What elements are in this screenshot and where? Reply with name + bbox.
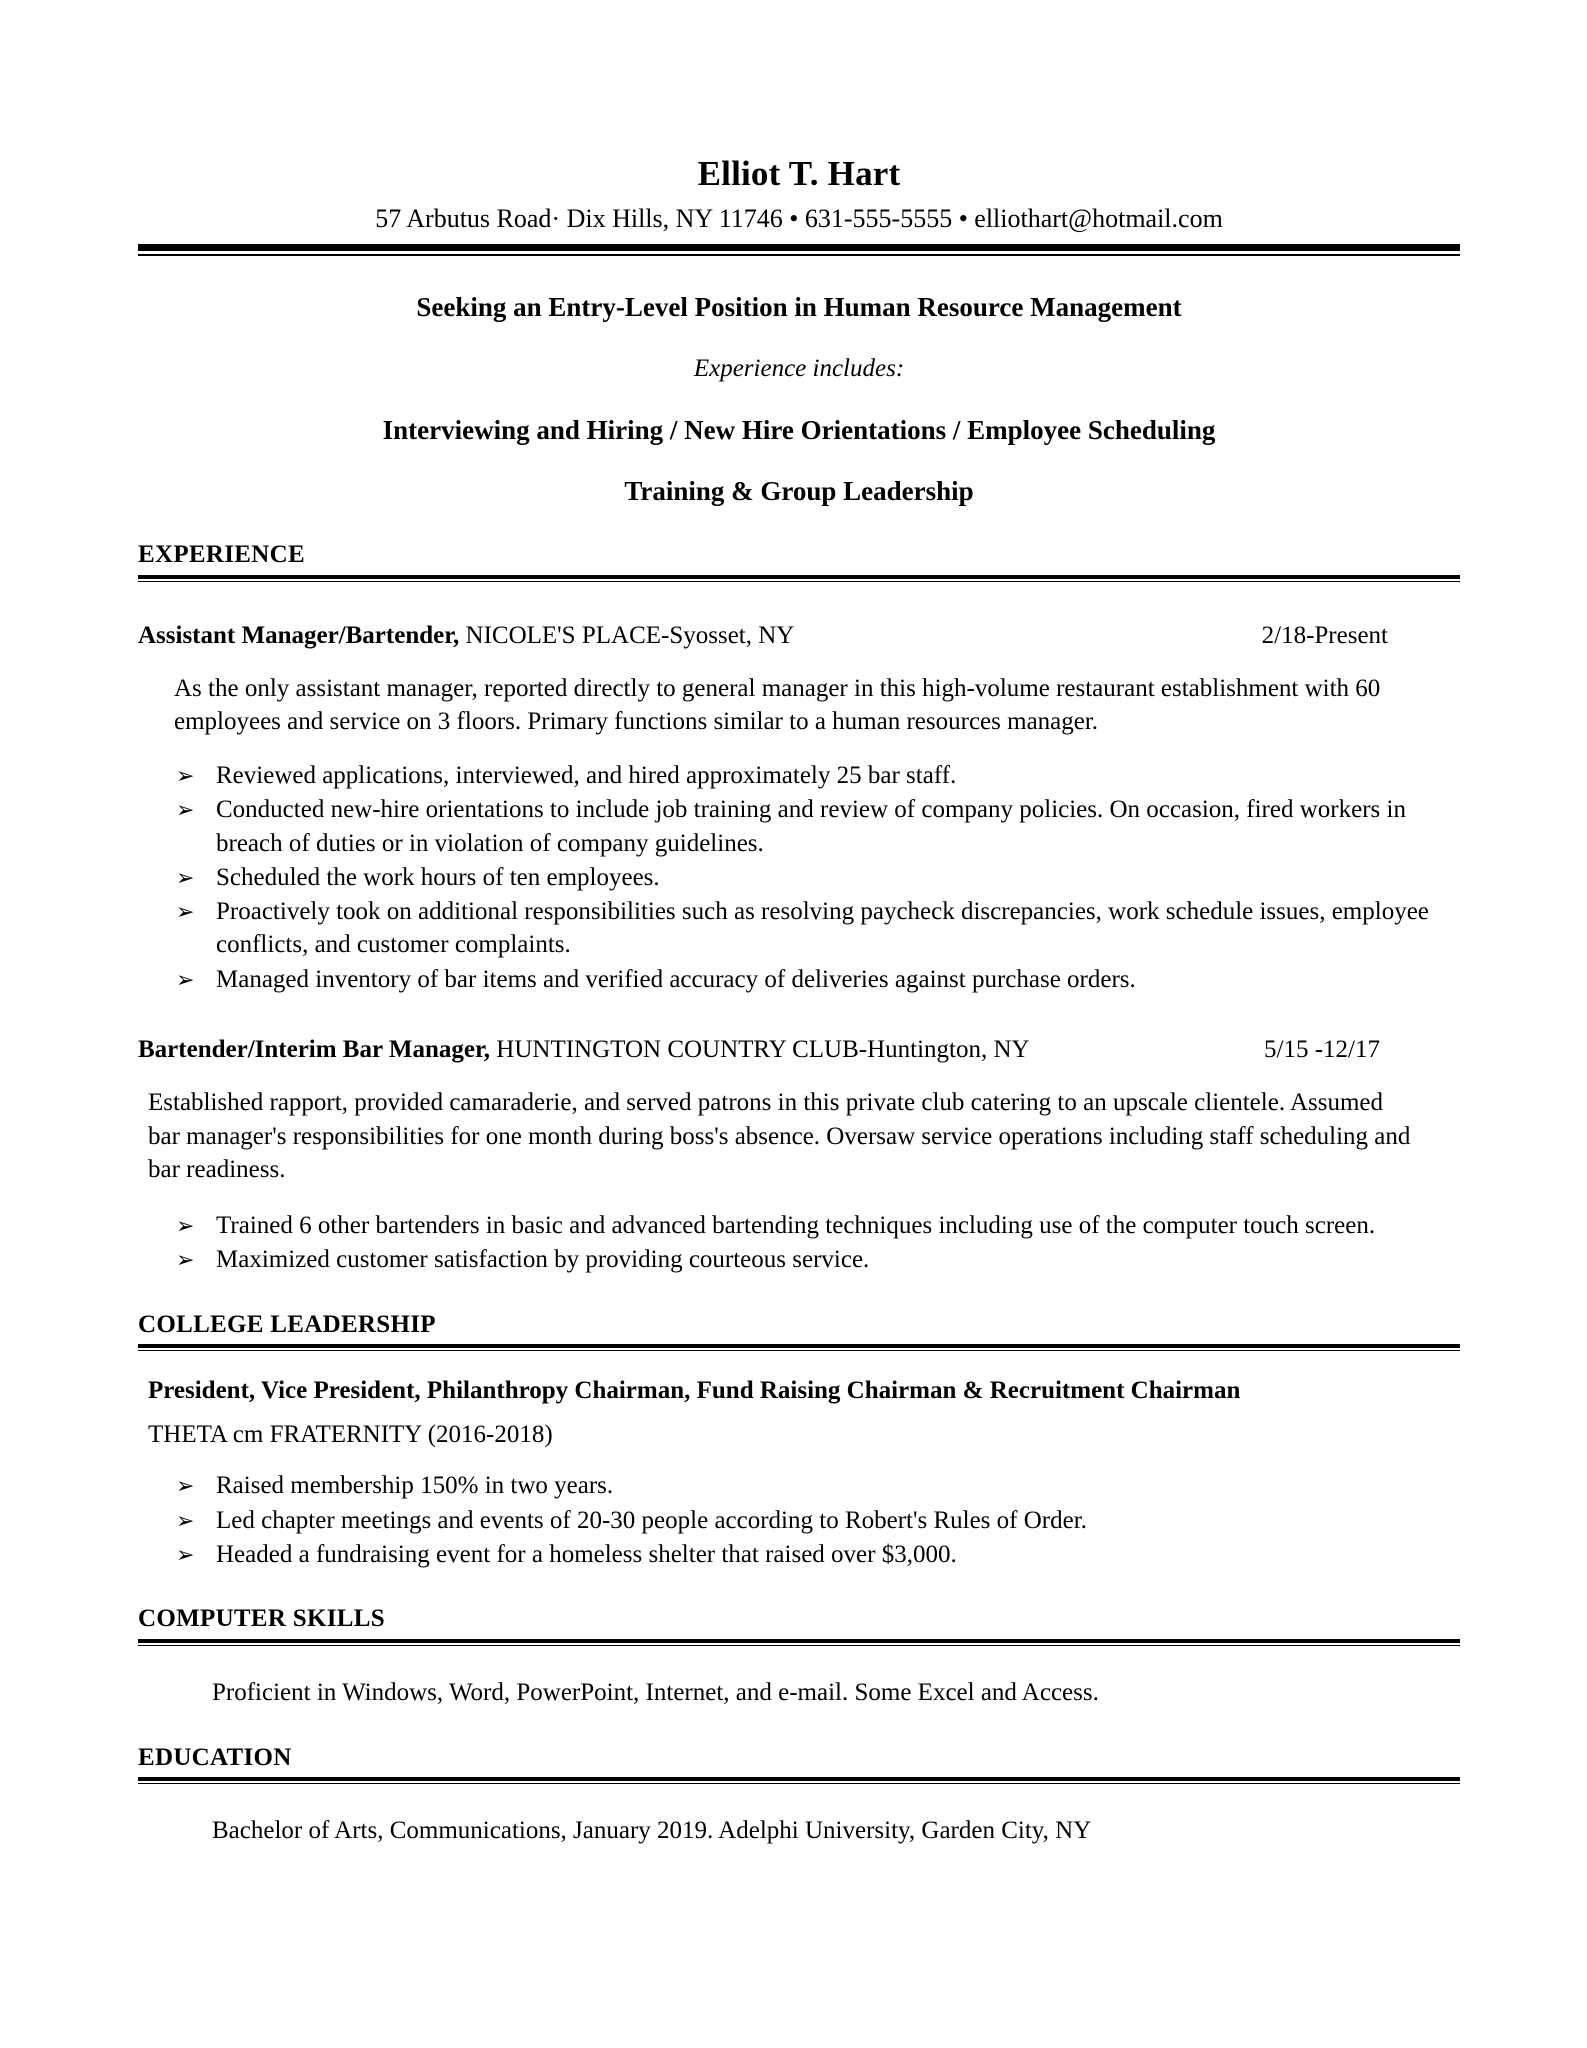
header-divider	[138, 244, 1460, 256]
list-item-text: Trained 6 other bartenders in basic and advanced bartending techniques including use of the computer touch screen.	[216, 1212, 1376, 1240]
list-item	[138, 793, 1460, 860]
list-item-text: Proactively took on additional responsibilities such as resolving paycheck discrepancies, work schedule issues, employee conflicts, and customer complaints.	[216, 898, 1429, 959]
objective-headline: Seeking an Entry-Level Position in Human Resource Management	[416, 291, 1182, 322]
leadership-bullet-list	[138, 1469, 1460, 1571]
arrow-bullet-icon: ➢	[176, 1507, 195, 1533]
list-item	[138, 1209, 1460, 1242]
job-company: NICOLE'S PLACE-Syosset, NY	[459, 621, 795, 649]
arrow-bullet-icon: ➢	[176, 966, 195, 992]
section-divider	[138, 1639, 1460, 1646]
section-experience	[138, 541, 1460, 582]
job-title: Bartender/Interim Bar Manager,	[138, 1035, 491, 1063]
list-item-text: Conducted new-hire orientations to include job training and review of company policies. On occasion, fired workers in breach of duties or in violation of company guidelines.	[216, 796, 1406, 857]
list-item	[138, 1504, 1460, 1537]
job-header	[138, 622, 1460, 650]
leadership-organization: THETA cm FRATERNITY (2016-2018)	[148, 1421, 553, 1449]
list-item-text: Reviewed applications, interviewed, and hired approximately 25 bar staff.	[216, 762, 957, 790]
section-college-leadership	[138, 1311, 1460, 1352]
section-title-college-leadership: COLLEGE LEADERSHIP	[138, 1310, 436, 1338]
list-item-text: Managed inventory of bar items and verified accuracy of deliveries against purchase orders.	[216, 965, 1136, 993]
education-body: Bachelor of Arts, Communications, January 2019. Adelphi University, Garden City, NY	[212, 1817, 1092, 1845]
job-dates: 5/15 -12/17	[1264, 1035, 1380, 1063]
experience-includes-label: Experience includes:	[693, 354, 905, 382]
list-item	[138, 963, 1460, 996]
arrow-bullet-icon: ➢	[176, 1541, 195, 1567]
section-divider	[138, 575, 1460, 582]
list-item-text: Raised membership 150% in two years.	[216, 1472, 614, 1500]
job-bullet-list	[138, 1209, 1460, 1277]
section-title-computer-skills: COMPUTER SKILLS	[138, 1605, 385, 1633]
list-item	[138, 1538, 1460, 1571]
list-item	[138, 895, 1460, 962]
list-item-text: Maximized customer satisfaction by providing courteous service.	[216, 1246, 870, 1274]
specialty-line-1: Interviewing and Hiring / New Hire Orientations / Employee Scheduling	[382, 414, 1216, 445]
candidate-name: Elliot T. Hart	[697, 154, 901, 193]
arrow-bullet-icon: ➢	[176, 797, 195, 823]
job-summary: Established rapport, provided camaraderie, and served patrons in this private club catering to an upscale clientele. Assumed bar manager's responsibilities for one month during boss's absence. Oversaw service operations including staff scheduling and bar readiness.	[148, 1088, 1411, 1184]
arrow-bullet-icon: ➢	[176, 864, 195, 890]
section-education	[138, 1744, 1460, 1785]
arrow-bullet-icon: ➢	[176, 763, 195, 789]
leadership-roles: President, Vice President, Philanthropy Chairman, Fund Raising Chairman & Recruitment Chairman	[148, 1377, 1241, 1405]
arrow-bullet-icon: ➢	[176, 1473, 195, 1499]
section-title-experience: EXPERIENCE	[138, 540, 305, 568]
section-title-education: EDUCATION	[138, 1743, 292, 1771]
arrow-bullet-icon: ➢	[176, 1213, 195, 1239]
list-item	[138, 861, 1460, 894]
arrow-bullet-icon: ➢	[176, 1247, 195, 1273]
specialty-line-2: Training & Group Leadership	[624, 475, 974, 506]
list-item	[138, 759, 1460, 792]
section-computer-skills	[138, 1605, 1460, 1646]
list-item-text: Scheduled the work hours of ten employees.	[216, 863, 660, 891]
list-item-text: Headed a fundraising event for a homeless shelter that raised over $3,000.	[216, 1540, 957, 1568]
job-bullet-list	[138, 759, 1460, 996]
arrow-bullet-icon: ➢	[176, 899, 195, 925]
section-divider	[138, 1777, 1460, 1784]
job-summary: As the only assistant manager, reported directly to general manager in this high-volume restaurant establishment with 60 employees and service on 3 floors. Primary functions similar to a human resources manager.	[174, 674, 1381, 736]
computer-skills-body: Proficient in Windows, Word, PowerPoint, Internet, and e-mail. Some Excel and Access.	[212, 1678, 1099, 1706]
list-item	[138, 1469, 1460, 1502]
resume-content	[138, 0, 1460, 1848]
job-dates: 2/18-Present	[1261, 621, 1388, 649]
job-title: Assistant Manager/Bartender,	[138, 621, 460, 649]
list-item	[138, 1243, 1460, 1276]
list-item-text: Led chapter meetings and events of 20-30 people according to Robert's Rules of Order.	[216, 1506, 1087, 1534]
job-header	[138, 1036, 1460, 1064]
section-divider	[138, 1344, 1460, 1351]
contact-line: 57 Arbutus Road· Dix Hills, NY 11746 • 631-555-5555 • elliothart@hotmail.com	[375, 203, 1223, 233]
job-company: HUNTINGTON COUNTRY CLUB-Huntington, NY	[490, 1035, 1030, 1063]
